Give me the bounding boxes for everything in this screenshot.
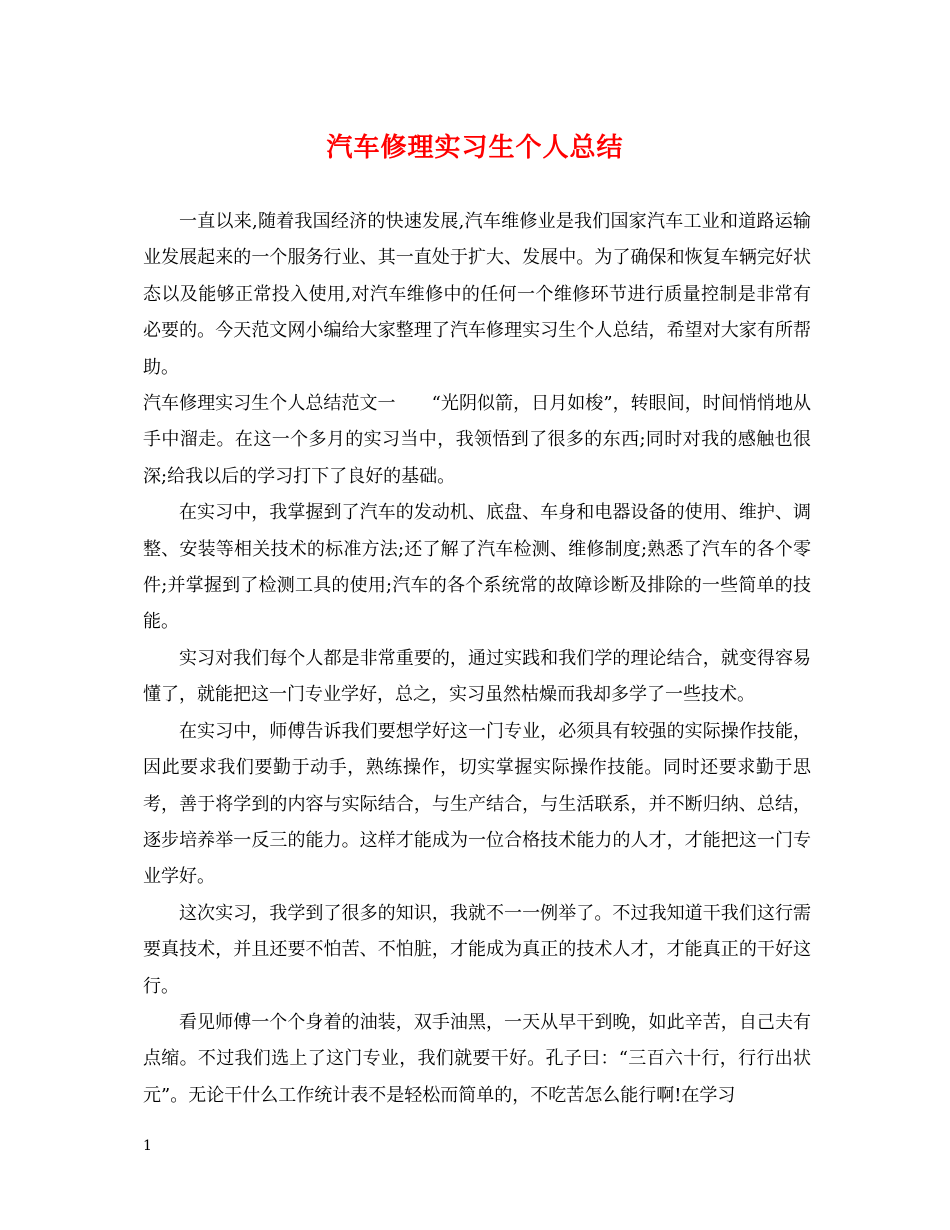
body-paragraph: 在实习中，我掌握到了汽车的发动机、底盘、车身和电器设备的使用、维护、调整、安装等相关技术的标准方法;还了解了汽车检测、维修制度;熟悉了汽车的各个零件;并掌握到了检测工具的使用;汽车的各个系统常的故障诊断及排除的一些简单的技能。	[143, 502, 811, 633]
body-paragraph: 一直以来,随着我国经济的快速发展,汽车维修业是我们国家汽车工业和道路运输业发展起来的一个服务行业、其一直处于扩大、发展中。为了确保和恢复车辆完好状态以及能够正常投入使用,对汽车维修中的任何一个维修环节进行质量控制是非常有必要的。今天范文网小编给大家整理了汽车修理实习生个人总结，希望对大家有所帮助。	[143, 211, 811, 378]
page-number: 1	[143, 1138, 152, 1154]
body-paragraph: 这次实习，我学到了很多的知识，我就不一一例举了。不过我知道干我们这行需要真技术，并且还要不怕苦、不怕脏，才能成为真正的技术人才，才能真正的干好这行。	[143, 902, 811, 997]
body-paragraph: 汽车修理实习生个人总结范文一 “光阴似箭，日月如梭”，转眼间，时间悄悄地从手中溜走。在这一个多月的实习当中，我领悟到了很多的东西;同时对我的感触也很深;给我以后的学习打下了良好的基础。	[143, 393, 811, 487]
document-body	[143, 204, 811, 1114]
body-paragraph: 看见师傅一个个身着的油装，双手油黑，一天从早干到晚，如此辛苦，自己夫有点缩。不过我们选上了这门专业，我们就要干好。孔子曰：“三百六十行，行行出状元”。无论干什么工作统计表不是轻松而简单的，不吃苦怎么能行啊!在学习	[143, 1011, 811, 1106]
body-paragraph: 实习对我们每个人都是非常重要的，通过实践和我们学的理论结合，就变得容易懂了，就能把这一门专业学好，总之，实习虽然枯燥而我却多学了一些技术。	[143, 647, 811, 706]
document-title: 汽车修理实习生个人总结	[326, 133, 624, 163]
body-paragraph: 在实习中，师傅告诉我们要想学好这一门专业，必须具有较强的实际操作技能，因此要求我们要勤于动手，熟练操作，切实掌握实际操作技能。同时还要求勤于思考，善于将学到的内容与实际结合，与生产结合，与生活联系，并不断归纳、总结，逐步培养举一反三的能力。这样才能成为一位合格技术能力的人才，才能把这一门专业学好。	[143, 720, 811, 888]
